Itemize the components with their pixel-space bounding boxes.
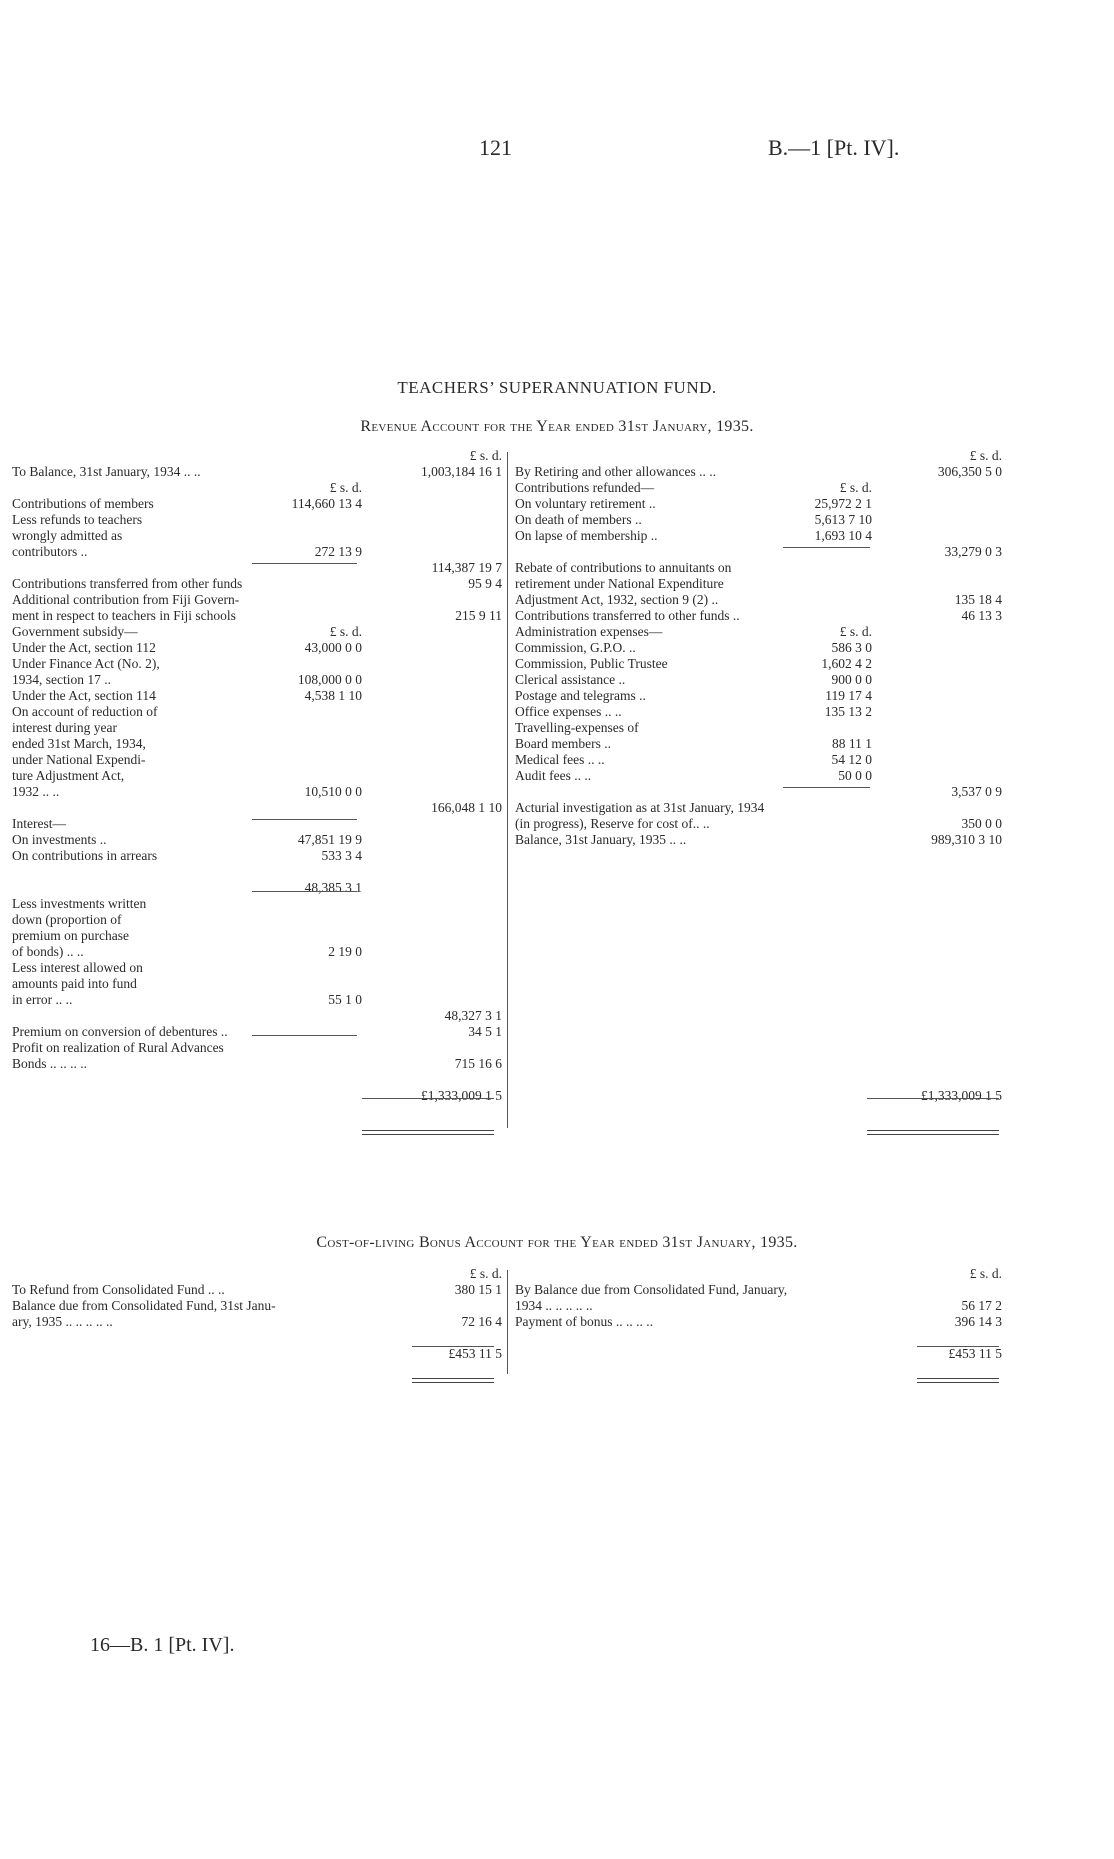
revenue-credit-side (515, 448, 1002, 1104)
ledger-row (515, 480, 1002, 496)
entry-description: Profit on realization of Rural Advances (12, 1040, 224, 1055)
ledger-row (12, 624, 502, 640)
inner-amount: 88 11 1 (832, 736, 872, 751)
entry-description: in error .. .. (12, 992, 73, 1007)
entry-description: Postage and telegrams .. (515, 688, 646, 703)
entry-description: ary, 1935 .. .. .. .. .. (12, 1314, 113, 1329)
revenue-debit-side (12, 448, 502, 1104)
outer-amount: 114,387 19 7 (431, 560, 502, 575)
entry-description: Rebate of contributions to annuitants on (515, 560, 732, 575)
outer-amount: £ s. d. (969, 448, 1002, 463)
entry-description: To Refund from Consolidated Fund .. .. (12, 1282, 225, 1297)
outer-amount: 715 16 6 (454, 1056, 502, 1071)
ledger-row (12, 960, 502, 976)
ledger-row (12, 496, 502, 512)
total-double-rule (917, 1378, 999, 1383)
ledger-row (515, 544, 1002, 560)
total-double-rule (867, 1130, 999, 1135)
inner-amount: 1,602 4 2 (821, 656, 872, 671)
inner-amount: 25,972 2 1 (814, 496, 872, 511)
fund-title: TEACHERS’ SUPERANNUATION FUND. (397, 378, 717, 397)
entry-description: Commission, G.P.O. .. (515, 640, 636, 655)
revenue-account-heading: Revenue Account for the Year ended 31st January, 1935. (360, 418, 754, 435)
ledger-row (515, 688, 1002, 704)
entry-description: Under the Act, section 112 (12, 640, 156, 655)
ledger-row (515, 928, 1002, 944)
total-double-rule (362, 1130, 494, 1135)
total-rule (867, 1098, 999, 1099)
ledger-row (515, 1088, 1002, 1104)
inner-amount: 55 1 0 (328, 992, 362, 1007)
outer-amount: £453 11 5 (448, 1346, 502, 1361)
outer-amount: £ s. d. (969, 1266, 1002, 1281)
outer-amount: 95 9 4 (468, 576, 502, 591)
ledger-row (515, 800, 1002, 816)
ledger-row (515, 976, 1002, 992)
ledger-row (12, 1282, 502, 1298)
document-reference: B.—1 [Pt. IV]. (768, 135, 900, 160)
ledger-row (515, 1056, 1002, 1072)
inner-amount: 108,000 0 0 (297, 672, 362, 687)
ledger-row (515, 464, 1002, 480)
entry-description: Payment of bonus .. .. .. .. (515, 1314, 653, 1329)
ledger-row (515, 1008, 1002, 1024)
column-divider (507, 1270, 508, 1374)
outer-amount: 48,327 3 1 (444, 1008, 502, 1023)
entry-description: (in progress), Reserve for cost of.. .. (515, 816, 710, 831)
outer-amount: £453 11 5 (948, 1346, 1002, 1361)
entry-description: Medical fees .. .. (515, 752, 605, 767)
ledger-row (12, 944, 502, 960)
ledger-row (12, 880, 502, 896)
entry-description: On contributions in arrears (12, 848, 158, 863)
entry-description: Office expenses .. .. (515, 704, 622, 719)
ledger-row (515, 528, 1002, 544)
ledger-row (12, 1056, 502, 1072)
ledger-row (515, 944, 1002, 960)
ledger-row (12, 832, 502, 848)
ledger-row (12, 800, 502, 816)
ledger-row (515, 832, 1002, 848)
entry-description: Interest— (12, 816, 66, 831)
ledger-row (12, 1088, 502, 1104)
subtotal-rule (252, 563, 357, 564)
ledger-row (12, 1040, 502, 1056)
ledger-row (515, 864, 1002, 880)
page-footer: 16—B. 1 [Pt. IV]. (90, 1634, 235, 1656)
entry-description: Acturial investigation as at 31st January, 1934 (515, 800, 765, 815)
ledger-row (12, 688, 502, 704)
outer-amount: 350 0 0 (961, 816, 1002, 831)
ledger-row (515, 1072, 1002, 1088)
ledger-row (12, 720, 502, 736)
entry-description: By Retiring and other allowances .. .. (515, 464, 716, 479)
outer-amount: £ s. d. (469, 1266, 502, 1281)
entry-description: 1934 .. .. .. .. .. (515, 1298, 593, 1313)
entry-description: By Balance due from Consolidated Fund, January, (515, 1282, 788, 1297)
entry-description: Commission, Public Trustee (515, 656, 668, 671)
ledger-row (12, 464, 502, 480)
entry-description: Balance, 31st January, 1935 .. .. (515, 832, 687, 847)
entry-description: Contributions transferred from other funds (12, 576, 243, 591)
entry-description: premium on purchase (12, 928, 129, 943)
ledger-row (12, 592, 502, 608)
ledger-row (12, 912, 502, 928)
inner-amount: 119 17 4 (825, 688, 872, 703)
inner-amount: 586 3 0 (831, 640, 872, 655)
subtotal-rule (252, 1035, 357, 1036)
ledger-row (515, 1346, 1002, 1362)
ledger-row (515, 1298, 1002, 1314)
inner-amount: 48,385 3 1 (304, 880, 362, 895)
ledger-row (12, 544, 502, 560)
total-rule (362, 1098, 494, 1099)
inner-amount: 2 19 0 (328, 944, 362, 959)
ledger-row (12, 528, 502, 544)
ledger-row (515, 640, 1002, 656)
total-double-rule (412, 1378, 494, 1383)
entry-description: Clerical assistance .. (515, 672, 626, 687)
ledger-row (515, 560, 1002, 576)
ledger-row (12, 1024, 502, 1040)
ledger-row (515, 816, 1002, 832)
outer-amount: 34 5 1 (468, 1024, 502, 1039)
ledger-row (12, 1330, 502, 1346)
subtotal-rule (783, 547, 870, 548)
entry-description: Administration expenses— (515, 624, 663, 639)
outer-amount: 72 16 4 (461, 1314, 502, 1329)
inner-amount: 50 0 0 (838, 768, 872, 783)
ledger-row (515, 1314, 1002, 1330)
ledger-row (515, 768, 1002, 784)
ledger-row (12, 512, 502, 528)
entry-description: Additional contribution from Fiji Govern- (12, 592, 240, 607)
inner-amount: 1,693 10 4 (814, 528, 872, 543)
subtotal-rule (252, 891, 357, 892)
inner-amount: 10,510 0 0 (304, 784, 362, 799)
outer-amount: 215 9 11 (455, 608, 502, 623)
inner-amount: 114,660 13 4 (291, 496, 362, 511)
entry-description: ture Adjustment Act, (12, 768, 125, 783)
inner-amount: 4,538 1 10 (304, 688, 362, 703)
ledger-row (12, 608, 502, 624)
ledger-row (515, 608, 1002, 624)
inner-amount: 54 12 0 (831, 752, 872, 767)
ledger-row (12, 1314, 502, 1330)
entry-description: Balance due from Consolidated Fund, 31st Janu- (12, 1298, 276, 1313)
outer-amount: £1,333,009 1 5 (921, 1088, 1002, 1103)
ledger-row (12, 752, 502, 768)
inner-amount: 47,851 19 9 (297, 832, 362, 847)
entry-description: Less refunds to teachers (12, 512, 143, 527)
ledger-row (12, 784, 502, 800)
ledger-row (12, 448, 502, 464)
entry-description: retirement under National Expenditure (515, 576, 724, 591)
entry-description: interest during year (12, 720, 117, 735)
ledger-row (12, 896, 502, 912)
ledger-row (515, 960, 1002, 976)
page-number: 121 (479, 135, 512, 160)
outer-amount: 56 17 2 (961, 1298, 1002, 1313)
inner-amount: £ s. d. (839, 480, 872, 495)
entry-description: Under the Act, section 114 (12, 688, 156, 703)
entry-description: wrongly admitted as (12, 528, 123, 543)
entry-description: Audit fees .. .. (515, 768, 592, 783)
ledger-row (12, 992, 502, 1008)
entry-description: down (proportion of (12, 912, 122, 927)
entry-description: contributors .. (12, 544, 88, 559)
inner-amount: £ s. d. (329, 624, 362, 639)
outer-amount: 989,310 3 10 (931, 832, 1002, 847)
entry-description: ended 31st March, 1934, (12, 736, 146, 751)
ledger-row (12, 1266, 502, 1282)
ledger-row (515, 512, 1002, 528)
ledger-row (515, 448, 1002, 464)
entry-description: Board members .. (515, 736, 611, 751)
ledger-row (515, 704, 1002, 720)
ledger-row (515, 752, 1002, 768)
ledger-row (12, 1346, 502, 1362)
outer-amount: 33,279 0 3 (944, 544, 1002, 559)
ledger-row (12, 1008, 502, 1024)
entry-description: Premium on conversion of debentures .. (12, 1024, 228, 1039)
entry-description: 1932 .. .. (12, 784, 60, 799)
ledger-row (515, 912, 1002, 928)
ledger-row (515, 1266, 1002, 1282)
ledger-row (515, 1024, 1002, 1040)
ledger-row (515, 656, 1002, 672)
outer-amount: 396 14 3 (954, 1314, 1002, 1329)
ledger-row (12, 576, 502, 592)
ledger-row (515, 592, 1002, 608)
entry-description: Travelling-expenses of (515, 720, 639, 735)
total-rule (917, 1346, 999, 1347)
entry-description: Adjustment Act, 1932, section 9 (2) .. (515, 592, 719, 607)
bonus-credit-side (515, 1266, 1002, 1362)
ledger-row (515, 1040, 1002, 1056)
entry-description: On death of members .. (515, 512, 642, 527)
outer-amount: 46 13 3 (961, 608, 1002, 623)
inner-amount: 272 13 9 (314, 544, 362, 559)
ledger-row (12, 656, 502, 672)
entry-description: 1934, section 17 .. (12, 672, 111, 687)
outer-amount: 380 15 1 (454, 1282, 502, 1297)
inner-amount: 135 13 2 (824, 704, 872, 719)
entry-description: under National Expendi- (12, 752, 146, 767)
entry-description: Contributions refunded— (515, 480, 655, 495)
subtotal-rule (252, 819, 357, 820)
ledger-row (515, 896, 1002, 912)
entry-description: amounts paid into fund (12, 976, 137, 991)
ledger-row (515, 880, 1002, 896)
entry-description: Contributions transferred to other funds .. (515, 608, 740, 623)
entry-description: To Balance, 31st January, 1934 .. .. (12, 464, 201, 479)
ledger-row (515, 720, 1002, 736)
ledger-row (515, 1330, 1002, 1346)
ledger-row (515, 736, 1002, 752)
ledger-row (12, 704, 502, 720)
ledger-row (12, 768, 502, 784)
outer-amount: 135 18 4 (954, 592, 1002, 607)
ledger-row (12, 928, 502, 944)
ledger-row (12, 672, 502, 688)
entry-description: Bonds .. .. .. .. (12, 1056, 88, 1071)
ledger-row (515, 992, 1002, 1008)
entry-description: On voluntary retirement .. (515, 496, 656, 511)
inner-amount: 533 3 4 (321, 848, 362, 863)
entry-description: On lapse of membership .. (515, 528, 658, 543)
ledger-row (515, 1282, 1002, 1298)
outer-amount: 166,048 1 10 (431, 800, 502, 815)
ledger-row (515, 848, 1002, 864)
ledger-row (12, 864, 502, 880)
inner-amount: £ s. d. (839, 624, 872, 639)
ledger-row (12, 640, 502, 656)
inner-amount: 5,613 7 10 (814, 512, 872, 527)
entry-description: On investments .. (12, 832, 107, 847)
entry-description: Government subsidy— (12, 624, 138, 639)
outer-amount: £1,333,009 1 5 (421, 1088, 502, 1103)
ledger-row (12, 848, 502, 864)
entry-description: Less investments written (12, 896, 147, 911)
ledger-row (12, 480, 502, 496)
inner-amount: 43,000 0 0 (304, 640, 362, 655)
bonus-account-heading: Cost-of-living Bonus Account for the Year ended 31st January, 1935. (316, 1234, 798, 1251)
entry-description: of bonds) .. .. (12, 944, 84, 959)
bonus-debit-side (12, 1266, 502, 1362)
inner-amount: £ s. d. (329, 480, 362, 495)
inner-amount: 900 0 0 (831, 672, 872, 687)
outer-amount: 306,350 5 0 (937, 464, 1002, 479)
total-rule (412, 1346, 494, 1347)
ledger-row (12, 1298, 502, 1314)
outer-amount: 3,537 0 9 (951, 784, 1002, 799)
ledger-row (12, 736, 502, 752)
entry-description: Contributions of members (12, 496, 154, 511)
entry-description: On account of reduction of (12, 704, 158, 719)
ledger-row (515, 496, 1002, 512)
entry-description: Less interest allowed on (12, 960, 143, 975)
ledger-row (515, 576, 1002, 592)
subtotal-rule (783, 787, 870, 788)
ledger-row (515, 624, 1002, 640)
ledger-row (515, 784, 1002, 800)
column-divider (507, 452, 508, 1128)
ledger-row (515, 672, 1002, 688)
ledger-row (12, 976, 502, 992)
outer-amount: £ s. d. (469, 448, 502, 463)
entry-description: ment in respect to teachers in Fiji schools (12, 608, 236, 623)
entry-description: Under Finance Act (No. 2), (12, 656, 160, 671)
ledger-row (12, 1072, 502, 1088)
outer-amount: 1,003,184 16 1 (421, 464, 502, 479)
